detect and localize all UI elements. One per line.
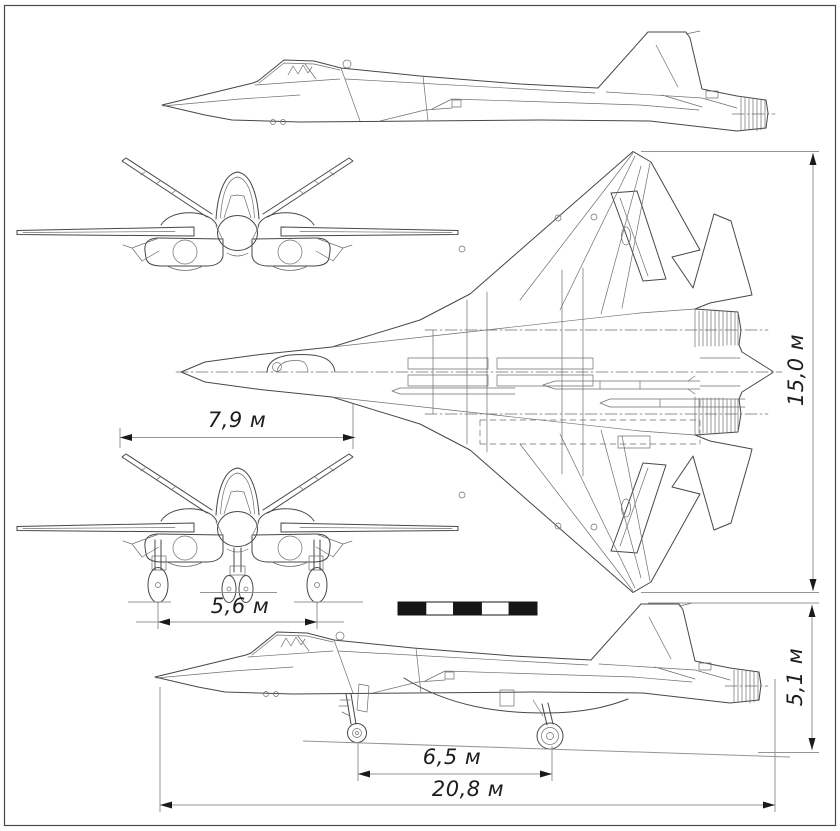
overall-length-label: 20,8 м	[431, 777, 505, 801]
nose-gear-side	[339, 684, 369, 743]
front-view-landing-gear	[17, 454, 458, 603]
main-gear-side	[533, 700, 563, 749]
main-gear-left	[148, 540, 168, 603]
side-view-landing-gear	[155, 603, 790, 757]
wingspan-label: 15,0 м	[784, 333, 808, 407]
front-view-clean	[17, 158, 458, 271]
plan-view	[176, 152, 782, 593]
side-view-clean	[162, 31, 775, 131]
wheel-track-label: 5,6 м	[210, 594, 270, 618]
weapon-bay-missiles	[392, 376, 745, 407]
main-gear-right	[307, 540, 327, 603]
wheelbase-label: 6,5 м	[422, 745, 482, 769]
ventral-fairing	[404, 678, 628, 713]
fin-tip-span-label: 7,9 м	[207, 408, 267, 432]
overall-height-label: 5,1 м	[783, 647, 807, 707]
scale-bar	[398, 602, 537, 615]
